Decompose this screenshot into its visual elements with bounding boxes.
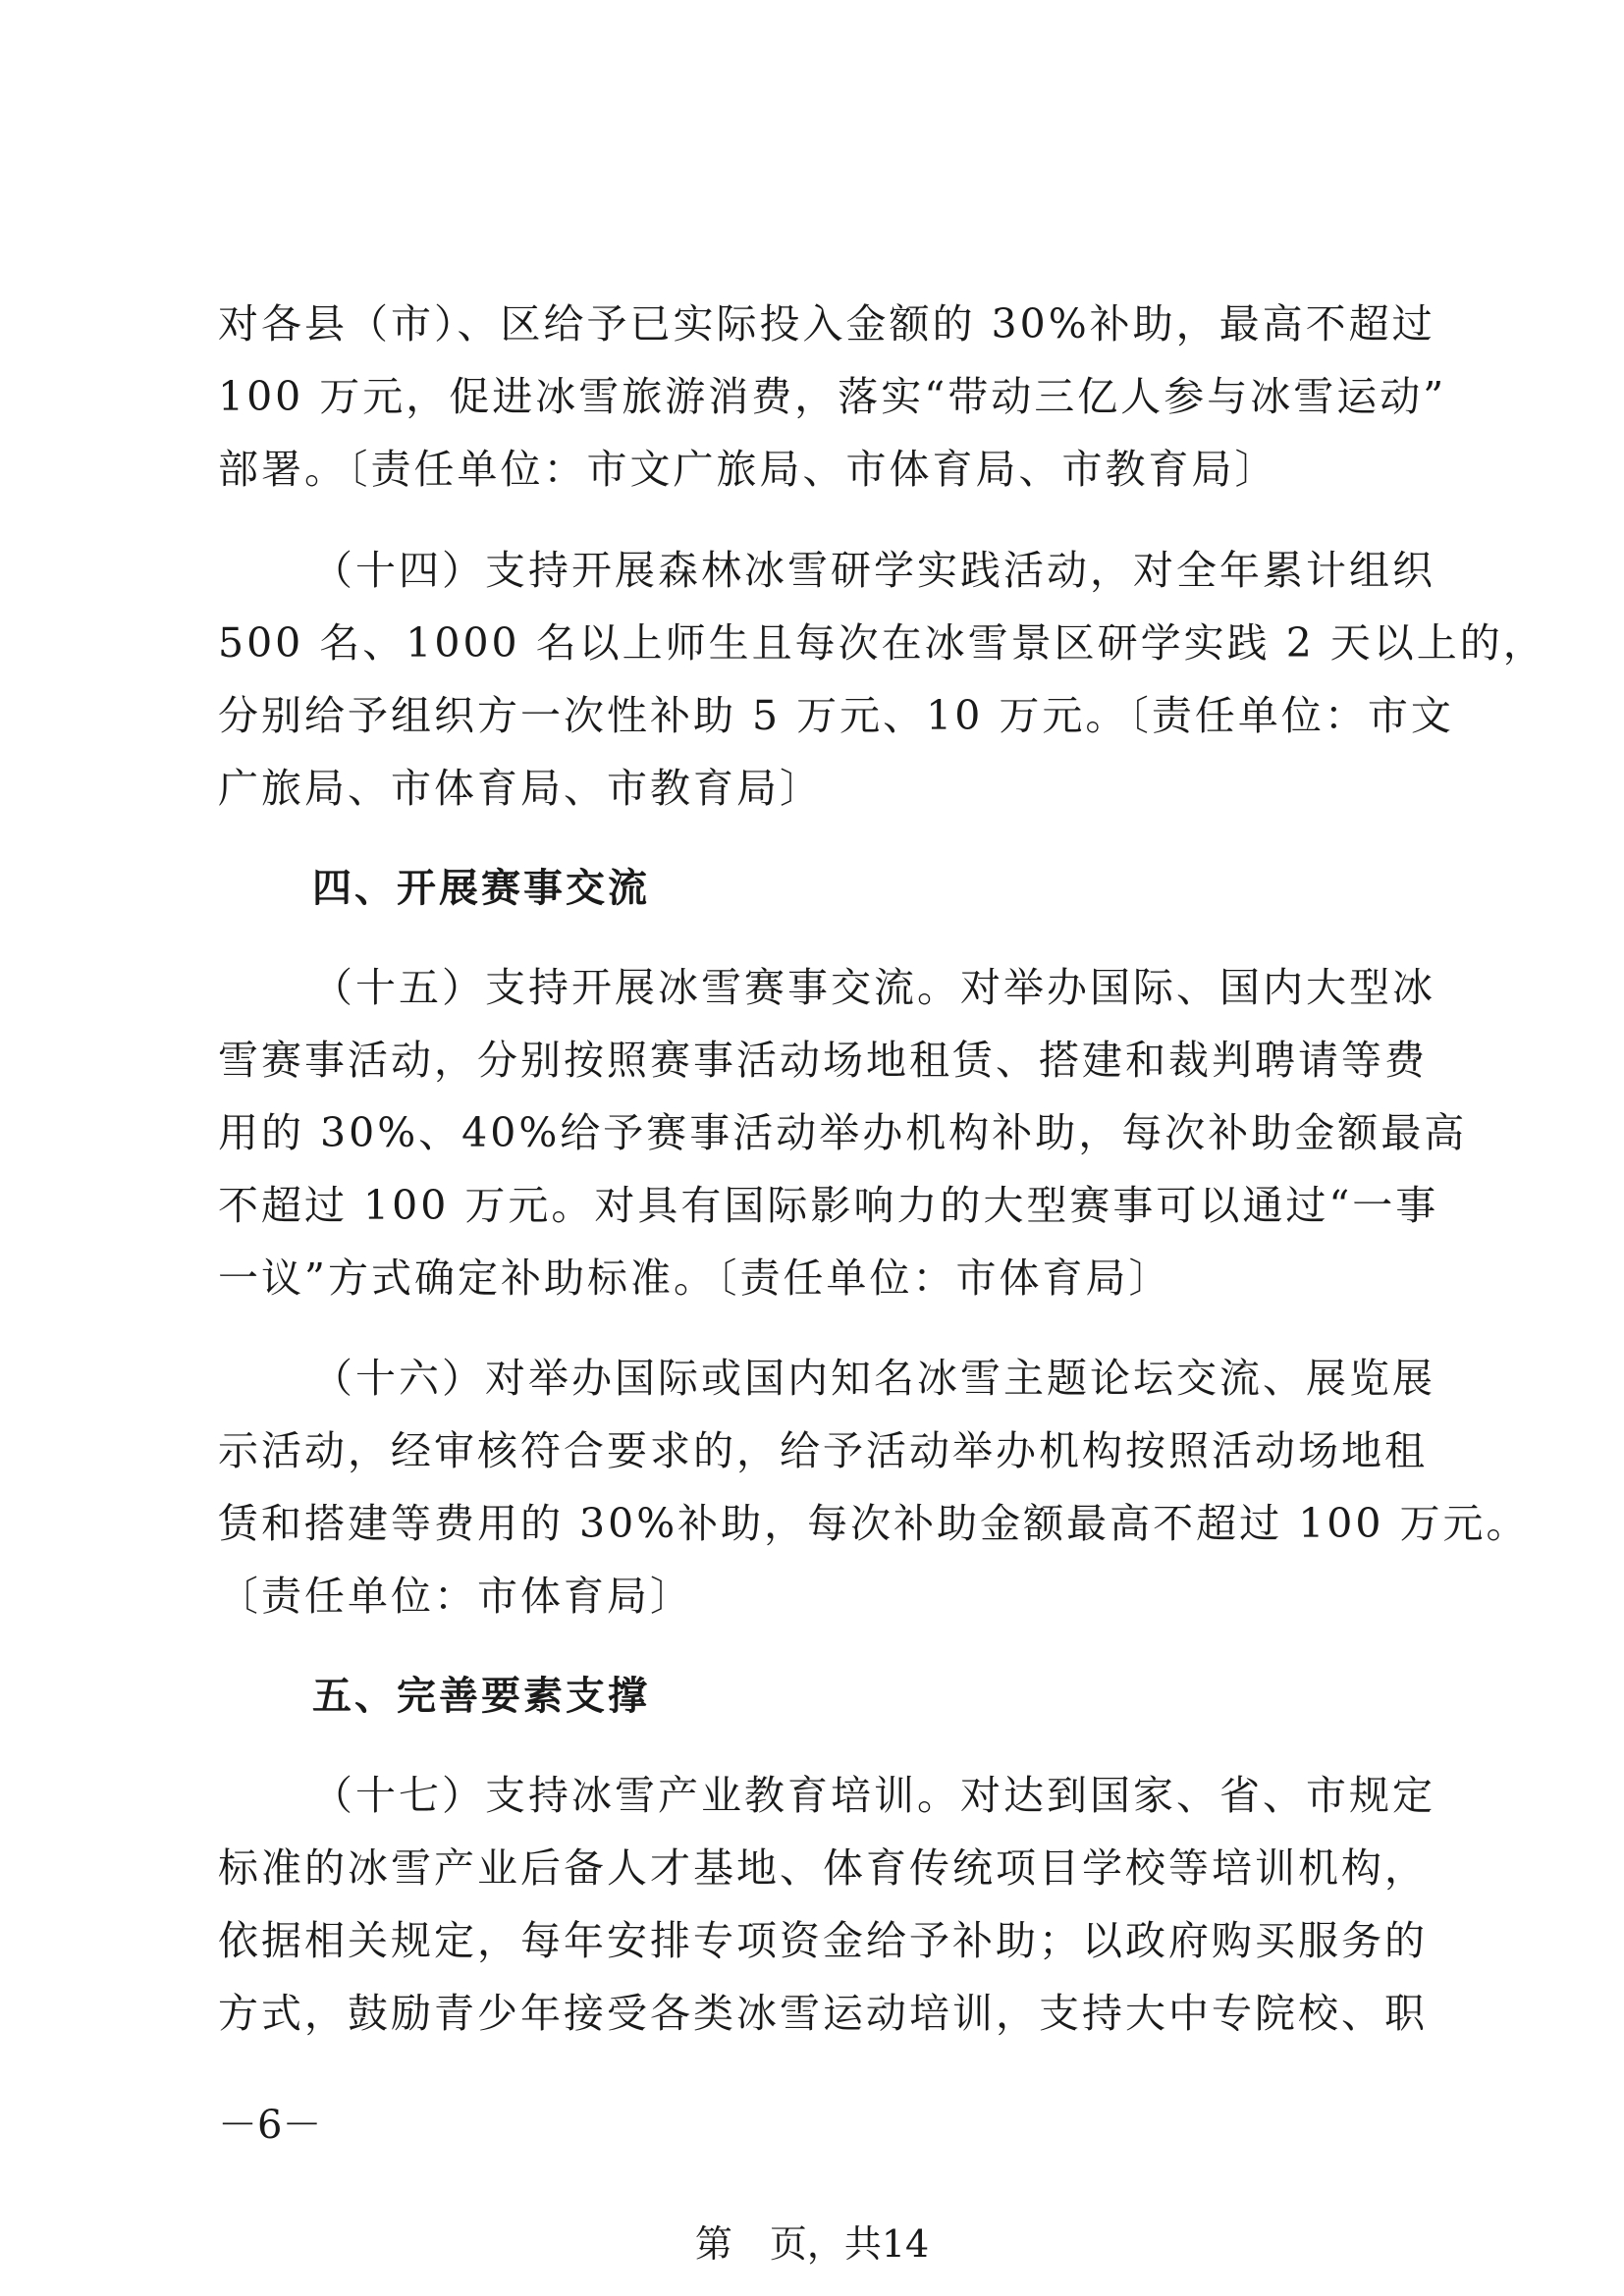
paragraph-line: 对各县（市）、区给予已实际投入金额的 30%补助，最高不超过: [218, 300, 1435, 347]
paragraph-line: 分别给予组织方一次性补助 5 万元、10 万元。〔责任单位：市文: [218, 692, 1454, 739]
paragraph-line: （十六）对举办国际或国内知名冰雪主题论坛交流、展览展: [312, 1355, 1435, 1402]
paragraph-line: 标准的冰雪产业后备人才基地、体育传统项目学校等培训机构，: [218, 1844, 1428, 1892]
paragraph-line: （十五）支持开展冰雪赛事交流。对举办国际、国内大型冰: [312, 964, 1435, 1011]
paragraph-line: （十七）支持冰雪产业教育培训。对达到国家、省、市规定: [312, 1772, 1435, 1819]
section-heading: 五、完善要素支撑: [312, 1674, 650, 1719]
paragraph-line: 广旅局、市体育局、市教育局〕: [218, 765, 823, 812]
paragraph-line: 不超过 100 万元。对具有国际影响力的大型赛事可以通过“一事: [218, 1182, 1439, 1229]
paragraph-line: 雪赛事活动，分别按照赛事活动场地租赁、搭建和裁判聘请等费: [218, 1037, 1428, 1084]
paragraph-line: 500 名、1000 名以上师生且每次在冰雪景区研学实践 2 天以上的，: [218, 619, 1546, 667]
paragraph-line: 100 万元，促进冰雪旅游消费，落实“带动三亿人参与冰雪运动”: [218, 373, 1447, 420]
paragraph-line: 〔责任单位：市体育局〕: [218, 1573, 693, 1620]
paragraph-line: 用的 30%、40%给予赛事活动举办机构补助，每次补助金额最高: [218, 1109, 1468, 1156]
section-heading: 四、开展赛事交流: [312, 866, 650, 911]
page-footer: 第 页，共14: [694, 2222, 930, 2266]
paragraph-line: 赁和搭建等费用的 30%补助，每次补助金额最高不超过 100 万元。: [218, 1500, 1530, 1547]
page-number: －6－: [218, 2103, 322, 2148]
paragraph-line: 示活动，经审核符合要求的，给予活动举办机构按照活动场地租: [218, 1427, 1428, 1474]
paragraph-line: 方式，鼓励青少年接受各类冰雪运动培训，支持大中专院校、职: [218, 1990, 1428, 2037]
paragraph-line: 部署。〔责任单位：市文广旅局、市体育局、市教育局〕: [218, 446, 1278, 493]
paragraph-line: 一议”方式确定补助标准。〔责任单位：市体育局〕: [218, 1255, 1172, 1302]
paragraph-line: （十四）支持开展森林冰雪研学实践活动，对全年累计组织: [312, 547, 1435, 594]
paragraph-line: 依据相关规定，每年安排专项资金给予补助；以政府购买服务的: [218, 1917, 1428, 1964]
